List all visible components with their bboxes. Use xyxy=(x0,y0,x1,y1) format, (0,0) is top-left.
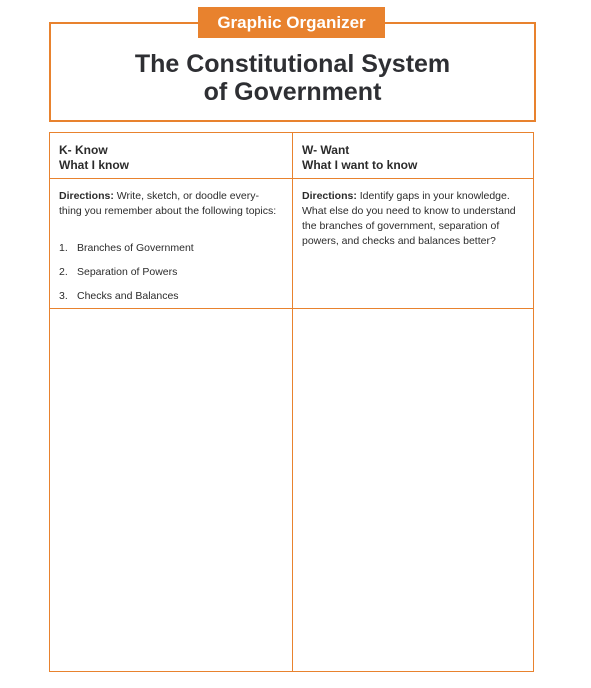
want-directions-label: Directions: xyxy=(302,190,357,202)
know-directions xyxy=(59,189,281,219)
header-divider xyxy=(50,178,533,179)
list-item-number: 1. xyxy=(59,242,68,254)
column-divider xyxy=(292,133,293,671)
list-item xyxy=(59,265,194,289)
know-heading-subtitle: What I know xyxy=(59,158,129,172)
know-heading-title: K- Know xyxy=(59,143,108,157)
want-heading-title: W- Want xyxy=(302,143,350,157)
graphic-organizer-badge: Graphic Organizer xyxy=(198,7,385,38)
page-title-line-1: The Constitutional System xyxy=(134,50,451,78)
want-column-heading xyxy=(302,143,417,173)
know-directions-label: Directions: xyxy=(59,190,114,202)
list-item-number: 3. xyxy=(59,290,68,302)
know-column-heading xyxy=(59,143,129,173)
list-item-label: Branches of Government xyxy=(77,242,194,254)
page-title-line-2: of Government xyxy=(203,78,382,106)
want-directions-text: Identify gaps in your knowledge. What else do you need to know to understand the branches of government, separation of powers, and checks and balances better? xyxy=(302,190,516,247)
list-item-number: 2. xyxy=(59,266,68,278)
list-item-label: Checks and Balances xyxy=(77,290,179,302)
want-heading-subtitle: What I want to know xyxy=(302,158,418,172)
page-title xyxy=(51,50,534,106)
list-item xyxy=(59,289,194,313)
know-topics-list xyxy=(59,241,194,313)
list-item xyxy=(59,241,194,265)
kw-chart-grid xyxy=(49,132,534,672)
list-item-label: Separation of Powers xyxy=(77,266,178,278)
want-directions xyxy=(302,189,530,249)
know-directions-text: Write, sketch, or doodle every-thing you remember about the following topics: xyxy=(59,190,277,217)
